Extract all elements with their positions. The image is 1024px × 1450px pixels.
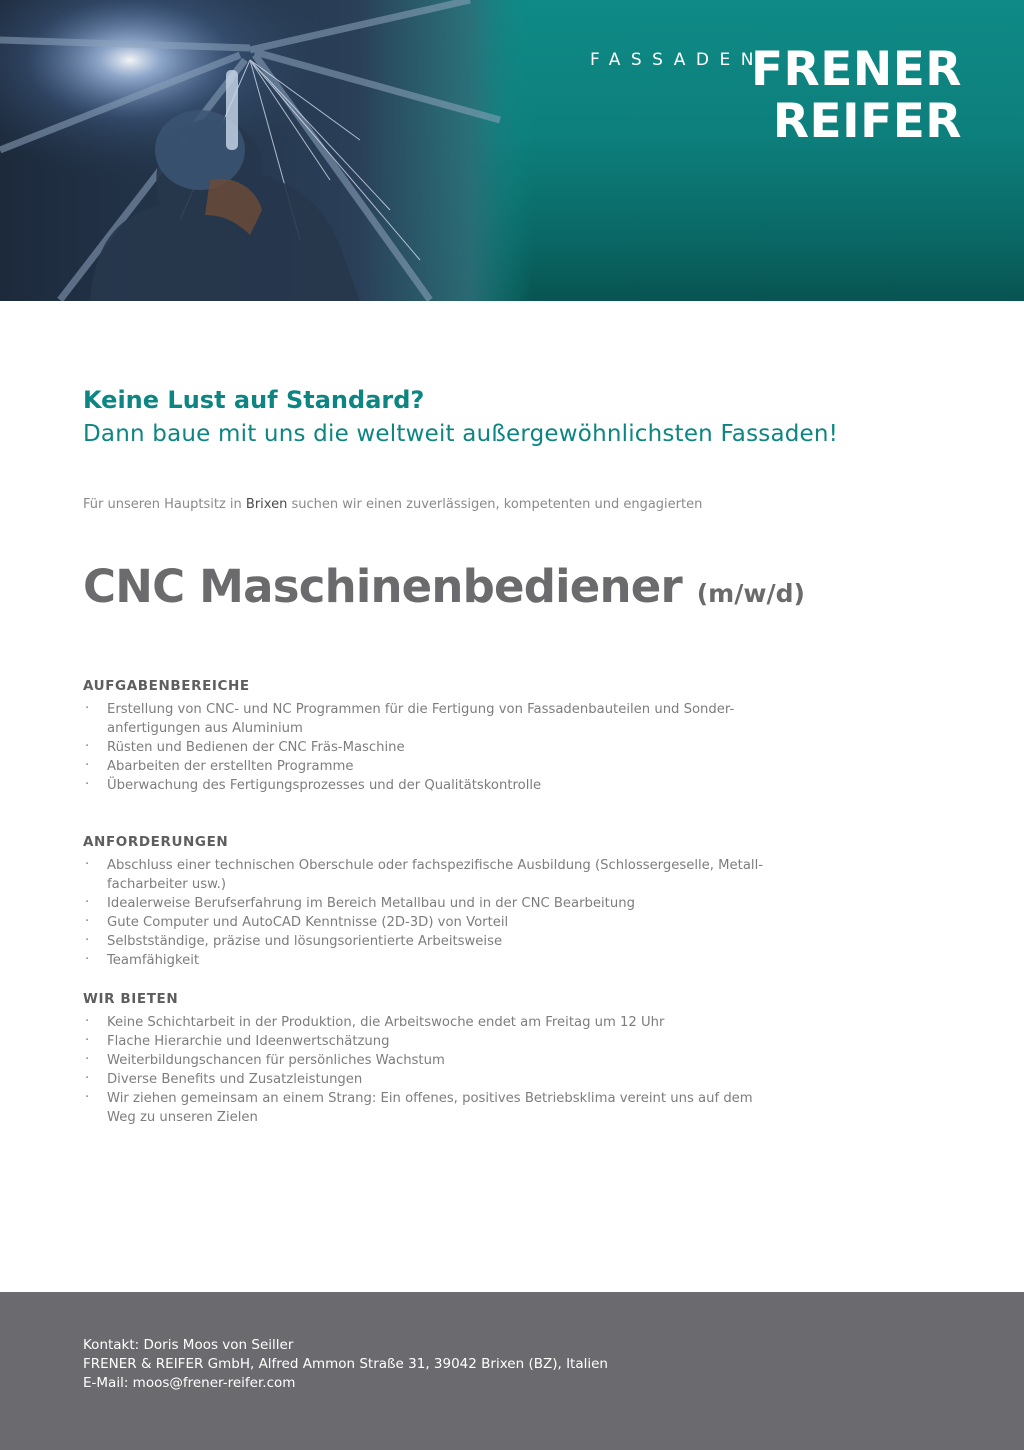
- tagline-light: Dann baue mit uns die weltweit außergewöhnlichsten Fassaden!: [83, 421, 839, 447]
- list-item: · Überwachung des Fertigungsprozesses und der Qualitätskontrolle: [83, 776, 783, 795]
- list-item: · Wir ziehen gemeinsam an einem Strang: Ein offenes, positives Betriebsklima vereint uns auf dem Weg zu unseren Zielen: [83, 1089, 783, 1127]
- section-heading: AUFGABENBEREICHE: [83, 678, 250, 694]
- section-offer: [83, 991, 783, 1127]
- section-heading: WIR BIETEN: [83, 991, 179, 1007]
- intro-before: Für unseren Hauptsitz in: [83, 497, 246, 512]
- contact-person: Kontakt: Doris Moos von Seiller: [83, 1337, 294, 1353]
- offer-list: [83, 1013, 783, 1127]
- section-heading: ANFORDERUNGEN: [83, 834, 229, 850]
- list-item: · Rüsten und Bedienen der CNC Fräs-Maschine: [83, 738, 783, 757]
- job-title-main: CNC Maschinenbediener: [83, 560, 682, 613]
- list-item: · Diverse Benefits und Zusatzleistungen: [83, 1070, 783, 1089]
- tagline-bold: Keine Lust auf Standard?: [83, 386, 425, 414]
- intro-after: suchen wir einen zuverlässigen, kompetenten und engagierten: [287, 497, 703, 512]
- section-requirements: [83, 834, 783, 970]
- intro-text: [83, 497, 702, 512]
- list-item: · Erstellung von CNC- und NC Programmen für die Fertigung von Fassadenbauteilen und Sonder-anfertigungen aus Aluminium: [83, 700, 783, 738]
- footer-contact: [0, 1292, 1024, 1450]
- list-item: · Gute Computer und AutoCAD Kenntnisse (2D-3D) von Vorteil: [83, 913, 783, 932]
- intro-city: Brixen: [245, 497, 288, 512]
- company-address: FRENER & REIFER GmbH, Alfred Ammon Straße 31, 39042 Brixen (BZ), Italien: [83, 1356, 608, 1372]
- footer-lines: [83, 1336, 608, 1393]
- job-title: [83, 560, 805, 613]
- list-item: · Flache Hierarchie und Ideenwertschätzung: [83, 1032, 783, 1051]
- logo-fassaden: FASSADEN: [590, 50, 764, 70]
- list-item: · Selbstständige, präzise und lösungsorientierte Arbeitsweise: [83, 932, 783, 951]
- list-item: · Abschluss einer technischen Oberschule oder fachspezifische Ausbildung (Schlossergeselle, Metall-facharbeiter usw.): [83, 856, 783, 894]
- list-item: · Abarbeiten der erstellten Programme: [83, 757, 783, 776]
- logo-line-frener: FRENER: [750, 42, 962, 97]
- list-item: · Teamfähigkeit: [83, 951, 783, 970]
- list-item: · Weiterbildungschancen für persönliches Wachstum: [83, 1051, 783, 1070]
- requirements-list: [83, 856, 783, 970]
- section-tasks: [83, 678, 783, 795]
- contact-email[interactable]: E-Mail: moos@frener-reifer.com: [83, 1375, 296, 1391]
- job-title-suffix: (m/w/d): [696, 579, 805, 608]
- logo-line-reifer: REIFER: [772, 94, 962, 149]
- list-item: · Keine Schichtarbeit in der Produktion, die Arbeitswoche endet am Freitag um 12 Uhr: [83, 1013, 783, 1032]
- list-item: · Idealerweise Berufserfahrung im Bereich Metallbau und in der CNC Bearbeitung: [83, 894, 783, 913]
- header-banner: [0, 0, 1024, 301]
- tasks-list: [83, 700, 783, 795]
- logo-company-name: [751, 44, 962, 148]
